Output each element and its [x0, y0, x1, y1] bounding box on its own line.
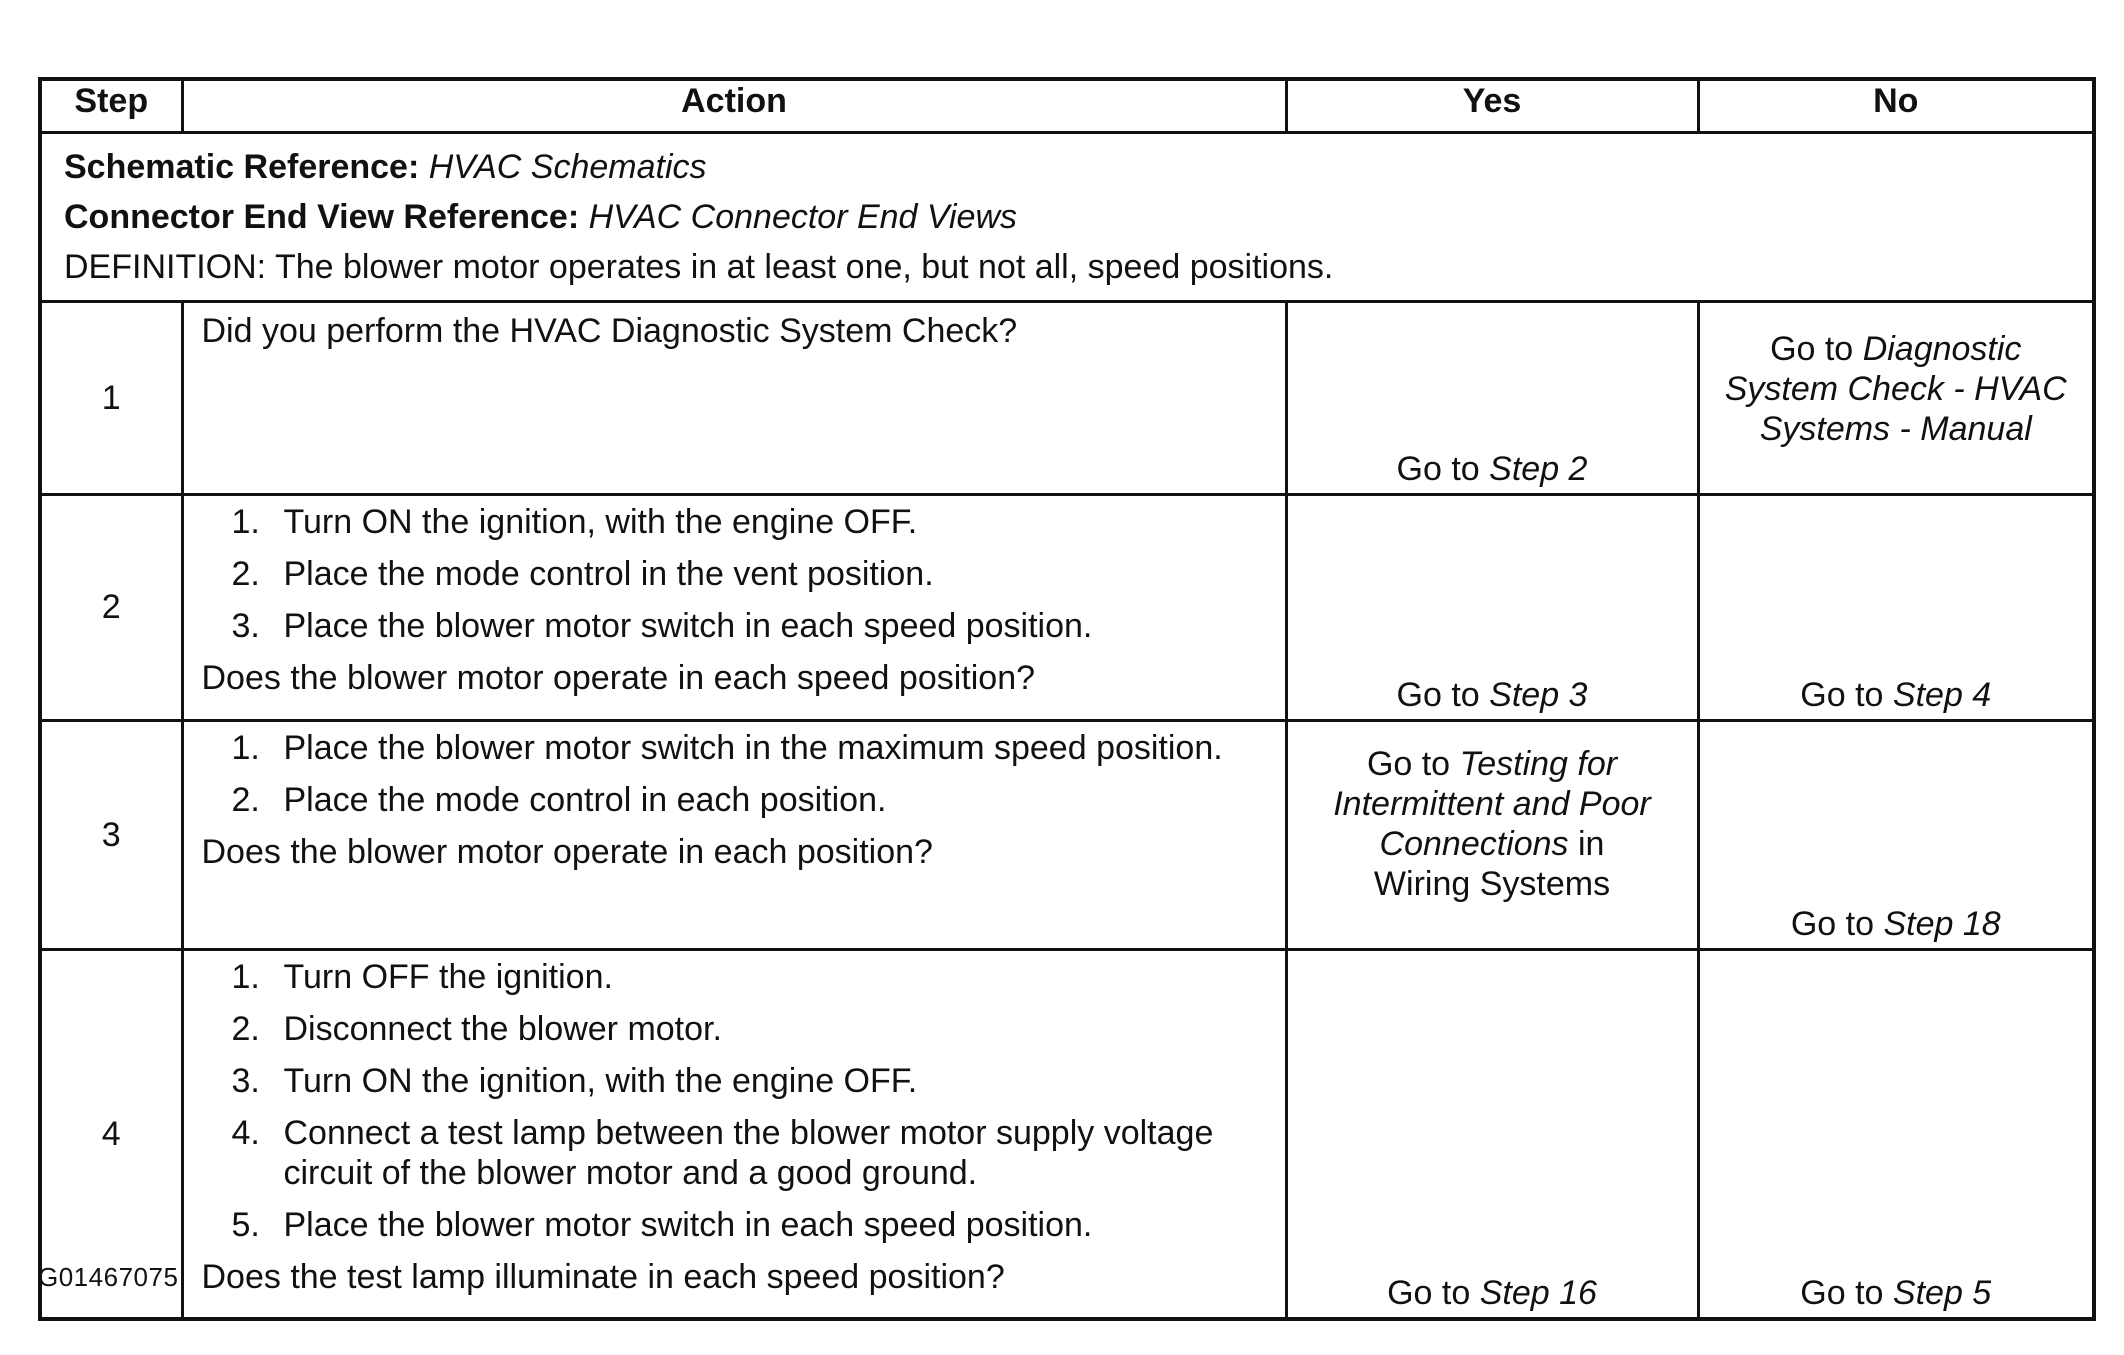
header-no: No: [1698, 79, 2094, 133]
list-item: 1. Turn ON the ignition, with the engine OFF.: [231, 503, 918, 541]
list-item: 2. Place the mode control in each position.: [231, 781, 887, 819]
step-question: Does the blower motor operate in each position?: [201, 833, 933, 871]
list-item: 2. Disconnect the blower motor.: [231, 1010, 722, 1048]
action-cell: [182, 302, 1286, 495]
step-number: 4: [40, 950, 182, 1320]
no-result: Go to Step 4: [1800, 676, 1992, 714]
action-list: [202, 728, 1267, 820]
action-cell: [182, 495, 1286, 721]
yes-step-link[interactable]: Step 3: [1489, 676, 1588, 714]
schematic-reference-label: Schematic Reference:: [64, 148, 420, 186]
yes-result: Go to Step 3: [1396, 676, 1588, 714]
no-link-line-3[interactable]: Systems - Manual: [1759, 410, 2032, 448]
step-question: Did you perform the HVAC Diagnostic System Check?: [201, 312, 1018, 350]
schematic-reference-link[interactable]: HVAC Schematics: [428, 148, 707, 186]
action-cell: [182, 721, 1286, 950]
yes-step-link[interactable]: Step 16: [1479, 1274, 1597, 1312]
list-item: 4. Connect a test lamp between the blower motor supply voltage circuit of the blower motor and a good ground.: [231, 1114, 1214, 1192]
action-cell: [182, 950, 1286, 1320]
no-result: Go to Diagnostic System Check - HVAC Systems - Manual: [1700, 303, 2093, 449]
no-cell: [1698, 950, 2094, 1320]
no-step-link[interactable]: Step 5: [1892, 1274, 1992, 1312]
no-result: Go to Step 5: [1800, 1274, 1992, 1312]
connector-reference-link[interactable]: HVAC Connector End Views: [588, 198, 1017, 236]
figure-id: G01467075: [38, 1262, 179, 1292]
list-item: 5. Place the blower motor switch in each speed position.: [231, 1206, 1093, 1244]
yes-result: Go to Step 2: [1396, 450, 1588, 488]
step-question: Does the test lamp illuminate in each speed position?: [201, 1258, 1005, 1296]
step-row-1: [40, 302, 2094, 495]
yes-link-line-2[interactable]: Intermittent and Poor: [1333, 785, 1651, 823]
no-link-line-1[interactable]: Diagnostic: [1862, 330, 2022, 368]
yes-cell: [1286, 950, 1698, 1320]
reference-row: [40, 133, 2094, 302]
connector-reference: [64, 192, 2070, 242]
step-number: 3: [40, 721, 182, 950]
schematic-reference: [64, 142, 2070, 192]
yes-result: Go to Step 16: [1387, 1274, 1597, 1312]
list-item: 1. Turn OFF the ignition.: [231, 958, 613, 996]
connector-reference-label: Connector End View Reference:: [64, 198, 580, 236]
yes-cell: [1286, 721, 1698, 950]
header-row: [40, 79, 2094, 133]
step-row-2: [40, 495, 2094, 721]
header-step: Step: [40, 79, 182, 133]
header-yes: Yes: [1286, 79, 1698, 133]
list-item: 3. Turn ON the ignition, with the engine OFF.: [231, 1062, 918, 1100]
yes-step-link[interactable]: Step 2: [1489, 450, 1588, 488]
diagnostic-table: [38, 77, 2096, 1321]
reference-cell: [40, 133, 2094, 302]
step-row-3: [40, 721, 2094, 950]
list-item: 2. Place the mode control in the vent position.: [231, 555, 934, 593]
step-question: Does the blower motor operate in each speed position?: [201, 659, 1036, 697]
yes-link-line-1[interactable]: Testing for: [1459, 745, 1618, 783]
yes-link-line-3[interactable]: Connections: [1379, 825, 1569, 863]
list-item: 1. Place the blower motor switch in the maximum speed position.: [231, 729, 1223, 767]
action-list: [202, 502, 1267, 646]
step-number: 2: [40, 495, 182, 721]
yes-cell: [1286, 302, 1698, 495]
yes-cell: [1286, 495, 1698, 721]
no-result: Go to Step 18: [1790, 905, 2001, 943]
header-action: Action: [182, 79, 1286, 133]
list-item: 3. Place the blower motor switch in each speed position.: [231, 607, 1093, 645]
action-list: [202, 957, 1267, 1245]
no-cell: [1698, 302, 2094, 495]
no-cell: [1698, 495, 2094, 721]
step-number: 1: [40, 302, 182, 495]
yes-result: Go to Testing for Intermittent and Poor Connections in Wiring Systems: [1288, 722, 1697, 904]
yes-link-line-4[interactable]: Wiring Systems: [1373, 865, 1611, 903]
no-cell: [1698, 721, 2094, 950]
definition-text: DEFINITION: The blower motor operates in at least one, but not all, speed positions.: [64, 248, 1334, 286]
no-link-line-2[interactable]: System Check - HVAC: [1724, 370, 2067, 408]
step-row-4: [40, 950, 2094, 1320]
no-step-link[interactable]: Step 18: [1883, 905, 2001, 943]
no-step-link[interactable]: Step 4: [1892, 676, 1992, 714]
